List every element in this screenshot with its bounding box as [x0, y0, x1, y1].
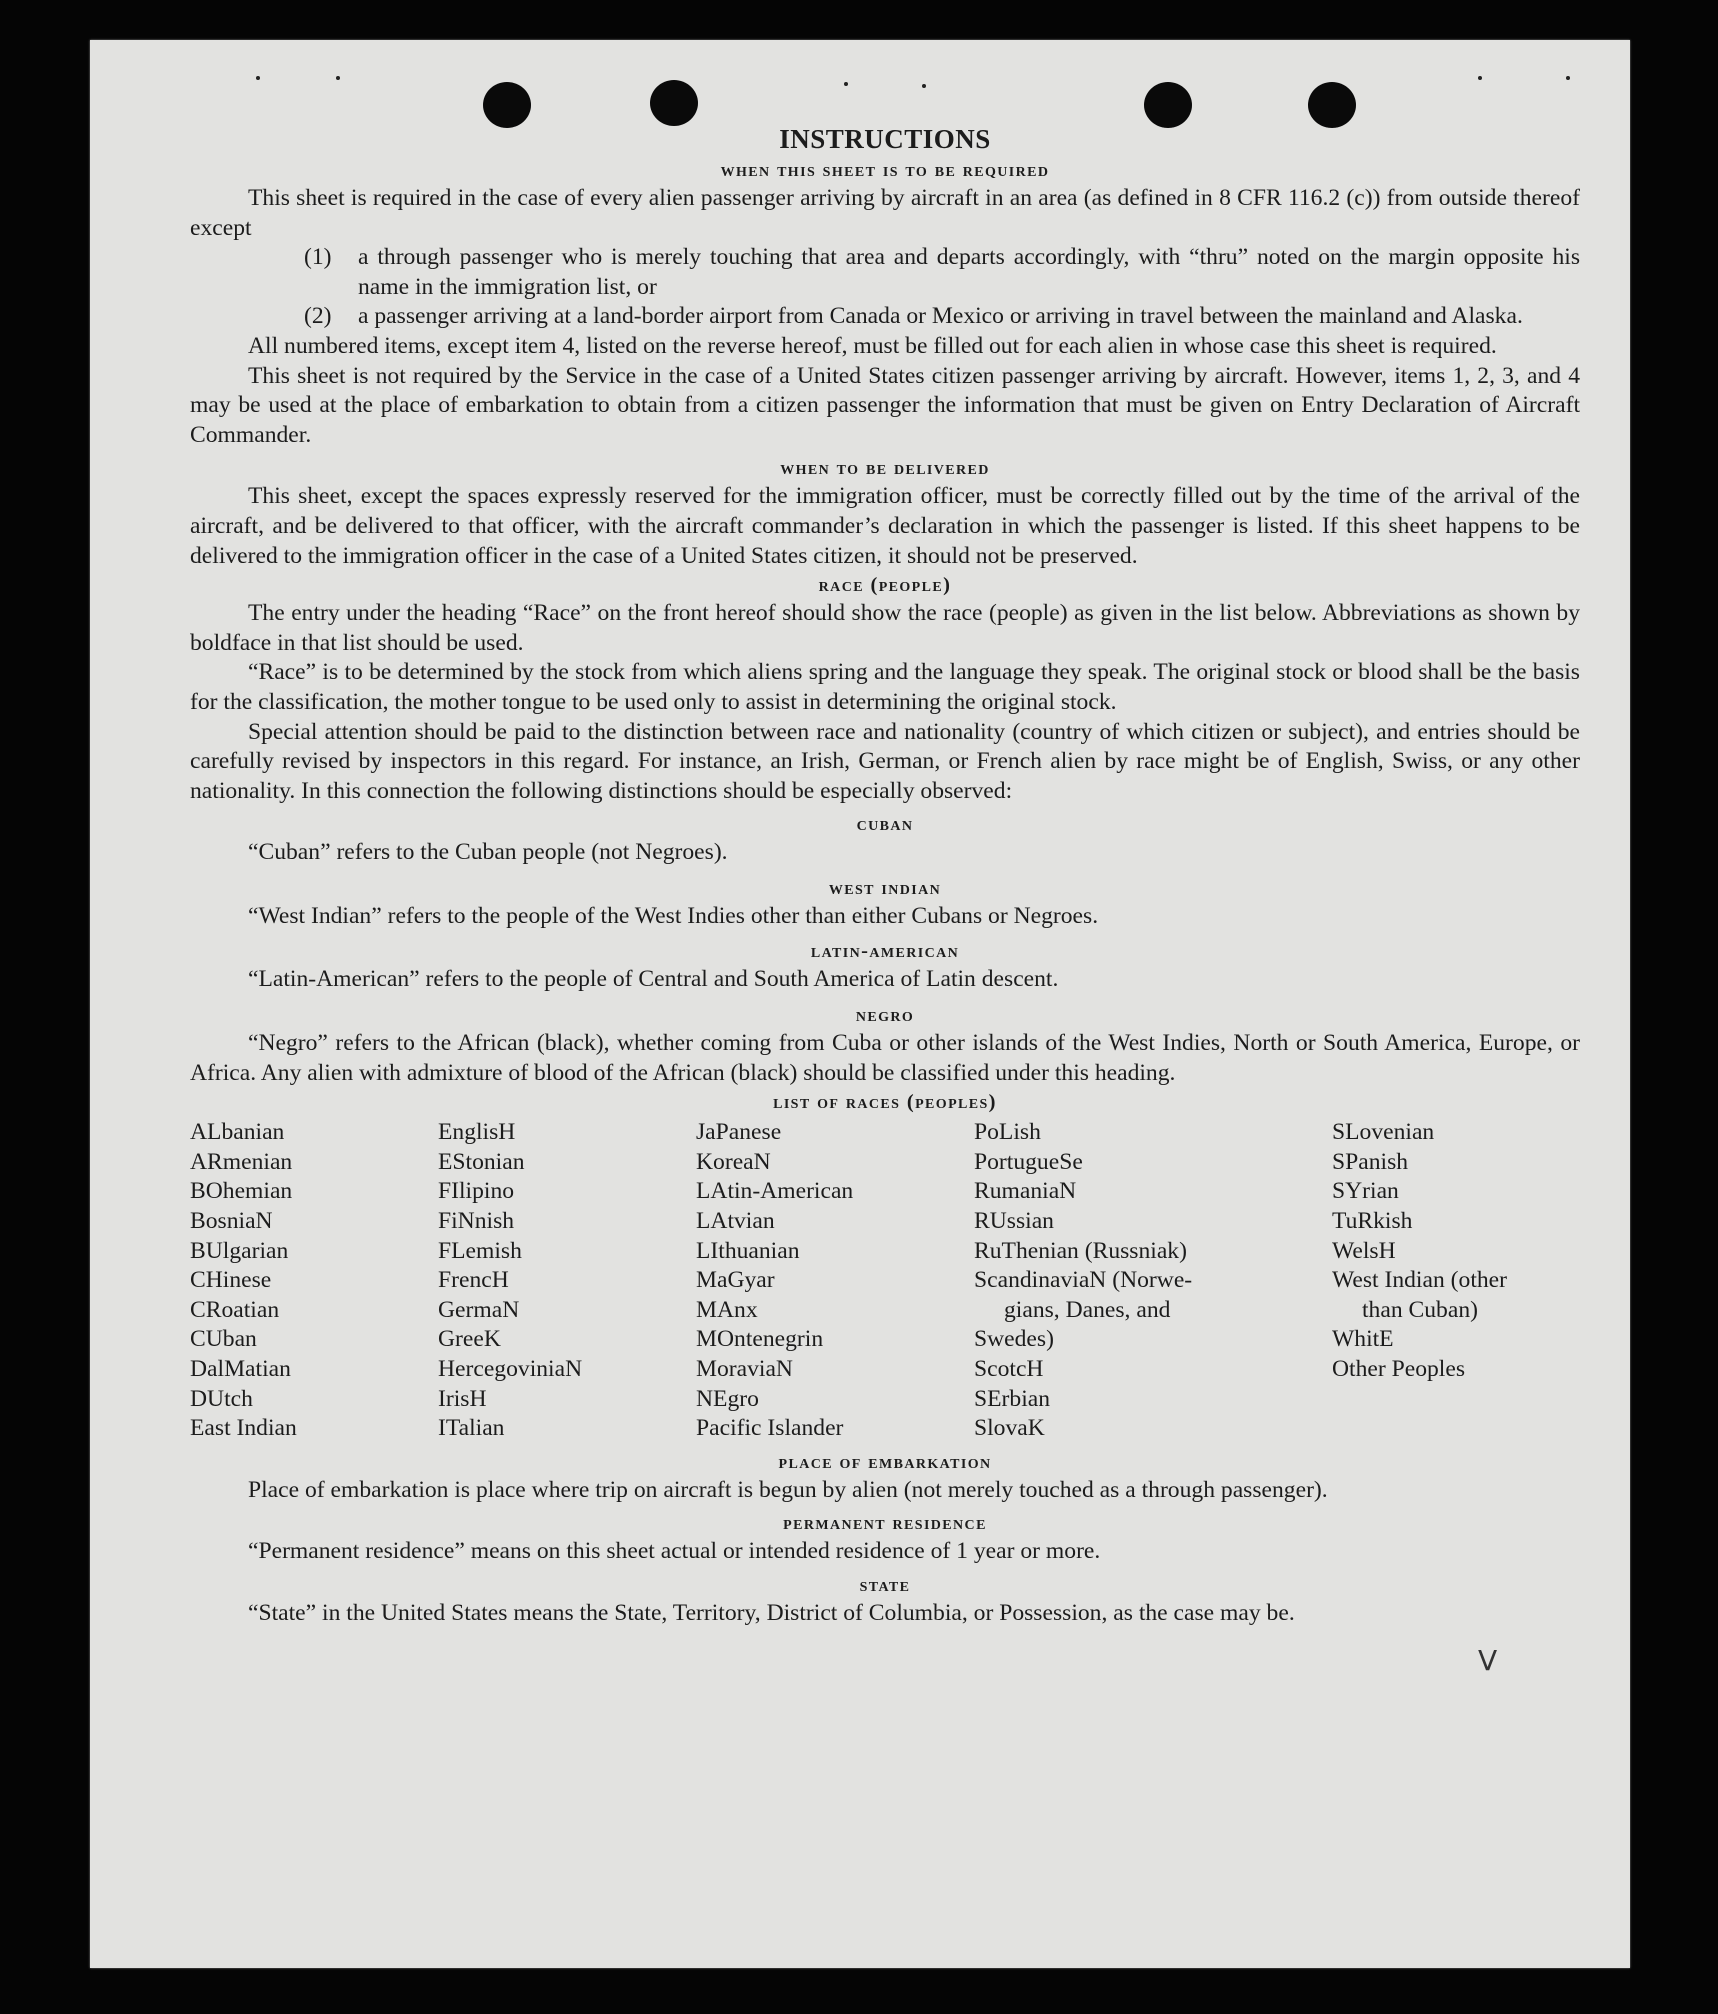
race-item: West Indian (other	[1332, 1267, 1507, 1294]
race-item: NEgro	[696, 1385, 759, 1412]
list-item-text: a passenger arriving at a land-border airport from Canada or Mexico or arriving in travel between the mainland and Alaska.	[358, 303, 1523, 330]
paper-speck	[844, 82, 848, 86]
section-heading-when-required: when this sheet is to be required	[720, 159, 1050, 181]
race-item: than Cuban)	[1362, 1296, 1478, 1323]
race-item: CRoatian	[190, 1296, 280, 1323]
race-item: SPanish	[1332, 1148, 1409, 1175]
race-item: DalMatian	[190, 1356, 291, 1382]
list-item-text: a through passenger who is merely touching that area and departs accordingly, with “thru” noted on the margin opposite his name in the immigration list, or	[358, 244, 1580, 300]
race-item: East Indian	[190, 1415, 297, 1442]
paragraph: Special attention should be paid to the distinction between race and nationality (country of which citizen or subject), and entries should be carefully revised by inspectors in this regard. For instance, an Irish, German, or French alien by race might be of English, Swiss, or any other nationality. In this connection the following distinctions should be especially observed:	[190, 718, 1580, 804]
race-item: WhitE	[1332, 1326, 1394, 1353]
race-item: ScandinaviaN (Norwe-	[974, 1267, 1193, 1294]
race-column	[190, 1118, 438, 1444]
race-item: IrisH	[438, 1385, 487, 1412]
paper-speck	[1478, 76, 1482, 80]
race-item: GermaN	[438, 1296, 520, 1323]
race-item: SYrian	[1332, 1178, 1399, 1205]
section-heading-state: state	[859, 1573, 911, 1596]
race-item: BUlgarian	[190, 1237, 289, 1264]
punch-hole	[650, 80, 698, 126]
race-item: TuRkish	[1332, 1208, 1413, 1235]
race-item: EnglisH	[438, 1119, 516, 1146]
section-heading-cuban: cuban	[856, 813, 914, 836]
document-title: INSTRUCTIONS	[779, 124, 991, 154]
race-item: SlovaK	[974, 1415, 1045, 1442]
race-column	[974, 1118, 1332, 1444]
race-item: MAnx	[696, 1296, 758, 1323]
section-heading-latin-american: latin-american	[810, 940, 960, 963]
race-item: FLemish	[438, 1237, 522, 1264]
list-item-number: (1)	[304, 244, 332, 271]
race-item: DUtch	[190, 1385, 253, 1412]
race-column	[438, 1118, 696, 1444]
race-item: SErbian	[974, 1385, 1051, 1412]
paper-speck	[256, 76, 260, 80]
paragraph: “Cuban” refers to the Cuban people (not Negroes).	[248, 839, 728, 866]
paragraph: The entry under the heading “Race” on the front hereof should show the race (people) as given in the list below. Abbreviations as shown by boldface in that list should be used.	[190, 600, 1580, 656]
race-item: CUban	[190, 1326, 257, 1353]
race-item: LAtvian	[696, 1208, 775, 1235]
race-item: gians, Danes, and	[1004, 1296, 1171, 1323]
section-heading-race: race (people)	[818, 574, 952, 597]
race-item: JaPanese	[696, 1119, 782, 1146]
race-item: ARmenian	[190, 1148, 293, 1175]
list-item	[190, 243, 1580, 302]
race-item: MoraviaN	[696, 1356, 793, 1382]
paragraph: “Race” is to be determined by the stock from which aliens spring and the language they speak. The original stock or blood shall be the basis for the classification, the mother tongue to be used only to assist in determining the original stock.	[190, 659, 1580, 715]
paragraph: This sheet is required in the case of every alien passenger arriving by aircraft in an area (as defined in 8 CFR 116.2 (c)) from outside thereof except	[190, 185, 1580, 241]
race-item: ITalian	[438, 1415, 505, 1442]
paragraph: “Latin-American” refers to the people of Central and South America of Latin descent.	[248, 966, 1059, 993]
race-item: FIlipino	[438, 1178, 515, 1205]
section-heading-negro: negro	[855, 1004, 915, 1027]
race-column	[1332, 1118, 1580, 1444]
paragraph: Place of embarkation is place where trip on aircraft is begun by alien (not merely touched as a through passenger).	[248, 1476, 1328, 1503]
race-item: Pacific Islander	[696, 1415, 844, 1442]
race-item: MOntenegrin	[696, 1326, 824, 1353]
section-heading-permanent-residence: permanent residence	[783, 1512, 987, 1535]
paragraph: “State” in the United States means the State, Territory, District of Columbia, or Possession, as the case may be.	[248, 1599, 1295, 1626]
document-page	[90, 40, 1630, 1968]
race-item: BOhemian	[190, 1178, 293, 1205]
race-item: LIthuanian	[696, 1237, 800, 1264]
race-list	[190, 1118, 1580, 1444]
paragraph: All numbered items, except item 4, listed on the reverse hereof, must be filled out for each alien in whose case this sheet is required.	[248, 332, 1497, 359]
race-item: CHinese	[190, 1267, 272, 1294]
paragraph: This sheet, except the spaces expressly reserved for the immigration officer, must be correctly filled out by the time of the arrival of the aircraft, and be delivered to that officer, with the aircraft commander’s declaration in which the passenger is listed. If this sheet happens to be delivered to the immigration officer in the case of a United States citizen, it should not be preserved.	[190, 483, 1580, 569]
paragraph: “Negro” refers to the African (black), whether coming from Cuba or other islands of the West Indies, North or South America, Europe, or Africa. Any alien with admixture of blood of the African (black) should be classified under this heading.	[190, 1030, 1580, 1086]
race-item: MaGyar	[696, 1267, 775, 1294]
race-item: Swedes)	[974, 1326, 1054, 1353]
section-heading-west-indian: west indian	[828, 876, 942, 899]
race-item: WelsH	[1332, 1237, 1396, 1264]
paragraph: This sheet is not required by the Service in the case of a United States citizen passenger arriving by aircraft. However, items 1, 2, 3, and 4 may be used at the place of embarkation to obtain from a citizen passenger the information that must be given on Entry Declaration of Aircraft Commander.	[190, 362, 1580, 448]
section-heading-list-of-races: list of races (peoples)	[773, 1091, 997, 1114]
list-item-number: (2)	[304, 303, 332, 330]
paragraph: “Permanent residence” means on this sheet actual or intended residence of 1 year or more.	[248, 1538, 1101, 1565]
race-item: RUssian	[974, 1208, 1054, 1235]
race-item: Other Peoples	[1332, 1356, 1466, 1382]
race-item: LAtin-American	[696, 1178, 854, 1205]
race-item: RuThenian (Russniak)	[974, 1237, 1187, 1264]
race-column	[696, 1118, 974, 1444]
race-item: BosniaN	[190, 1208, 273, 1235]
race-item: EStonian	[438, 1148, 525, 1175]
race-item: PortugueSe	[974, 1148, 1083, 1175]
race-item: ScotcH	[974, 1356, 1044, 1382]
race-item: GreeK	[438, 1326, 501, 1353]
race-item: KoreaN	[696, 1148, 771, 1175]
paper-speck	[922, 84, 926, 88]
race-item: HercegoviniaN	[438, 1356, 583, 1382]
handwritten-check-mark: V	[1478, 1644, 1498, 1677]
race-item: PoLish	[974, 1119, 1041, 1146]
paper-speck	[1566, 76, 1570, 80]
race-item: FrencH	[438, 1267, 509, 1294]
paragraph: “West Indian” refers to the people of the West Indies other than either Cubans or Negroes.	[248, 902, 1099, 929]
race-item: ALbanian	[190, 1119, 285, 1146]
race-item: SLovenian	[1332, 1119, 1435, 1146]
section-heading-when-delivered: when to be delivered	[780, 457, 990, 480]
document-body	[190, 122, 1580, 1629]
section-heading-embarkation: place of embarkation	[778, 1450, 992, 1473]
race-item: RumaniaN	[974, 1178, 1077, 1205]
paper-speck	[336, 76, 340, 80]
race-item: FiNnish	[438, 1208, 515, 1235]
list-item	[190, 302, 1580, 332]
